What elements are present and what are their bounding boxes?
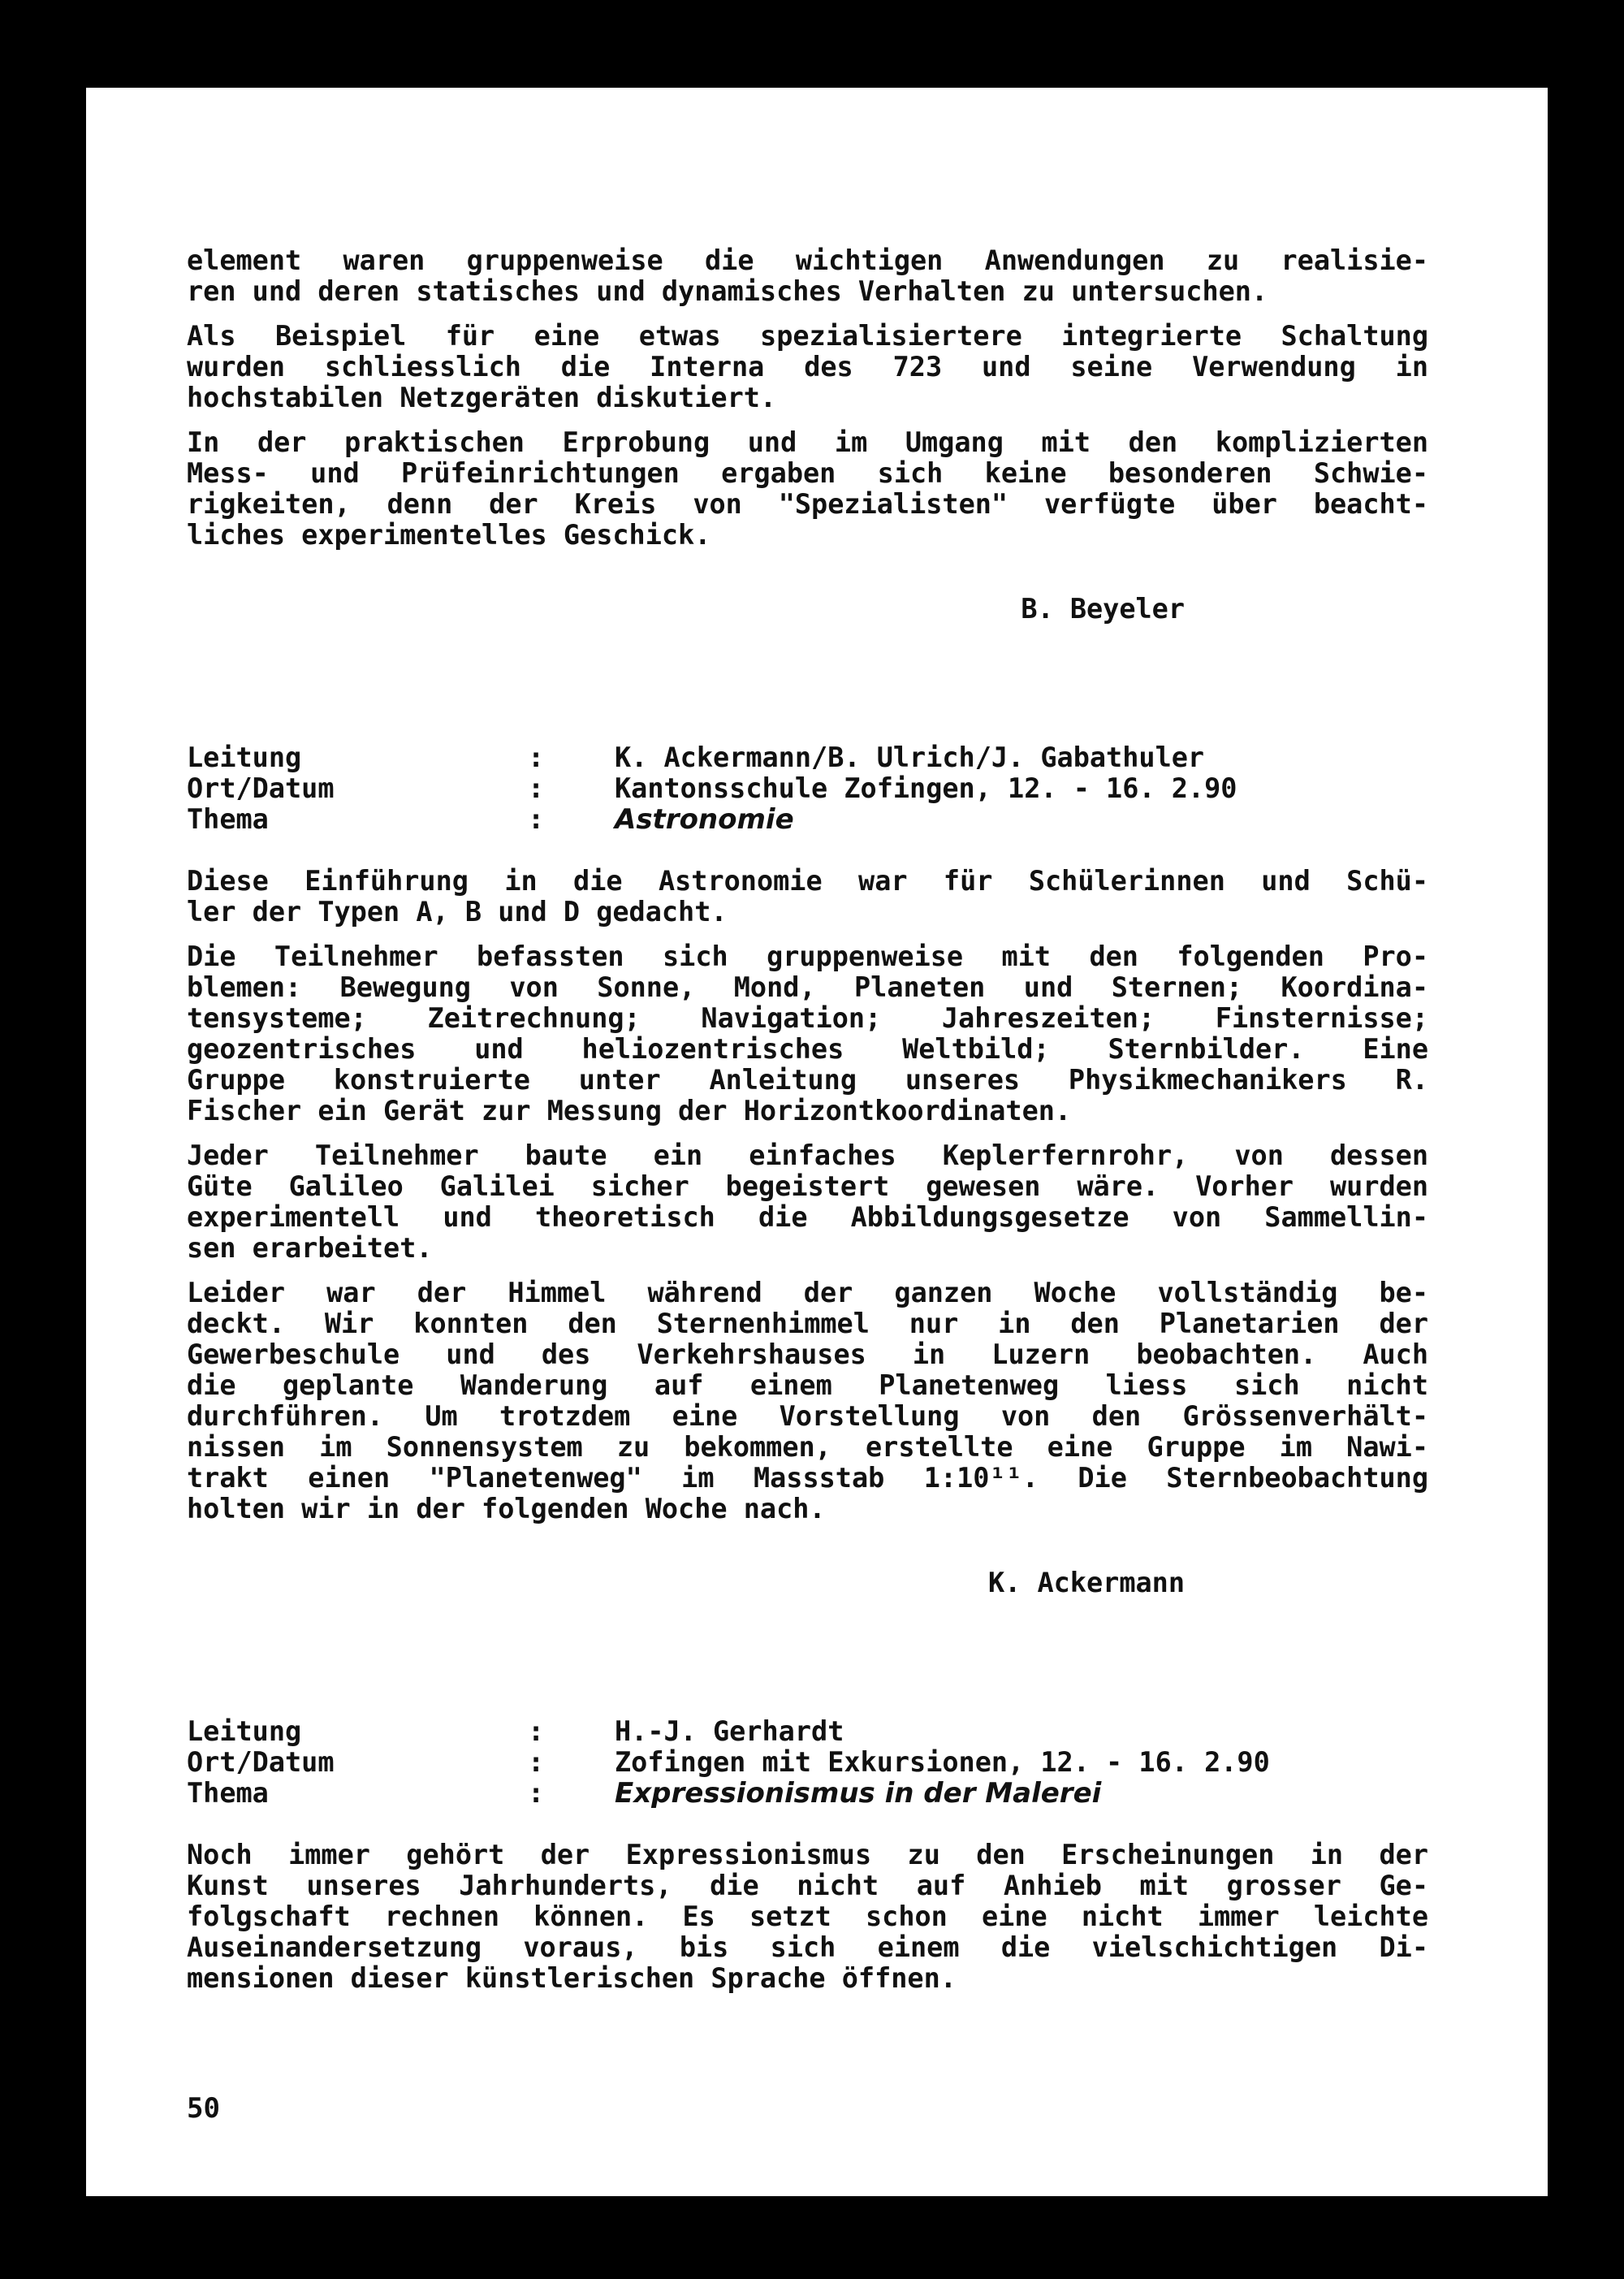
text-line: rigkeiten, denn der Kreis von "Spezialisten" verfügte über beacht- (187, 488, 1428, 520)
paragraph (187, 1840, 1428, 1994)
text-line: Mess- und Prüfeinrichtungen ergaben sich keine besonderen Schwie- (187, 457, 1428, 489)
page-content (187, 245, 1428, 2008)
section-astronomy (187, 742, 1428, 1598)
meta-value-topic: Expressionismus in der Malerei (615, 1777, 1102, 1810)
meta-row-leitung (187, 1716, 1428, 1747)
meta-key: Thema (187, 803, 269, 835)
text-line: Die Teilnehmer befassten sich gruppenweise mit den folgenden Pro- (187, 941, 1428, 972)
text-line: In der praktischen Erprobung und im Umgang mit den komplizierten (187, 426, 1428, 458)
text-line: blemen: Bewegung von Sonne, Mond, Planeten und Sternen; Koordina- (187, 971, 1428, 1003)
section-intro (187, 245, 1428, 625)
meta-row-leitung (187, 742, 1428, 773)
text-line: Jeder Teilnehmer baute ein einfaches Keplerfernrohr, von dessen (187, 1140, 1428, 1171)
meta-value: H.-J. Gerhardt (615, 1715, 844, 1747)
meta-colon: : (528, 772, 545, 804)
text-line: sen erarbeitet. (187, 1232, 433, 1264)
text-line: folgschaft rechnen können. Es setzt schon eine nicht immer leichte (187, 1901, 1428, 1932)
meta-row-ort-datum (187, 773, 1428, 804)
meta-colon: : (528, 1746, 545, 1778)
text-line: Kunst unseres Jahrhunderts, die nicht auf Anhieb mit grosser Ge- (187, 1870, 1428, 1901)
meta-row-thema (187, 1778, 1428, 1809)
meta-colon: : (528, 1777, 545, 1809)
text-line: experimentell und theoretisch die Abbildungsgesetze von Sammellin- (187, 1201, 1428, 1233)
text-line: mensionen dieser künstlerischen Sprache öffnen. (187, 1962, 957, 1994)
signature-ackermann: K. Ackermann (987, 1567, 1185, 1598)
paragraph (187, 941, 1428, 1127)
text-line: Als Beispiel für eine etwas spezialisiertere integrierte Schaltung (187, 320, 1428, 352)
meta-value-topic: Astronomie (615, 803, 794, 836)
text-line: Fischer ein Gerät zur Messung der Horizontkoordinaten. (187, 1095, 1072, 1127)
text-line: Güte Galileo Galilei sicher begeistert gewesen wäre. Vorher wurden (187, 1170, 1428, 1202)
text-line: deckt. Wir konnten den Sternenhimmel nur in den Planetarien der (187, 1308, 1428, 1339)
meta-key: Thema (187, 1777, 269, 1809)
section-art (187, 1716, 1428, 1994)
meta-key: Ort/Datum (187, 772, 335, 804)
text-line: geozentrisches und heliozentrisches Weltbild; Sternbilder. Eine (187, 1033, 1428, 1065)
text-line: liches experimentelles Geschick. (187, 519, 711, 551)
paragraph (187, 866, 1428, 928)
meta-colon: : (528, 742, 545, 773)
page-number: 50 (187, 2092, 220, 2125)
text-line: nissen im Sonnensystem zu bekommen, erstellte eine Gruppe im Nawi- (187, 1431, 1428, 1463)
meta-colon: : (528, 803, 545, 835)
meta-key: Leitung (187, 1715, 302, 1747)
text-line: holten wir in der folgenden Woche nach. (187, 1493, 826, 1524)
meta-row-ort-datum (187, 1747, 1428, 1778)
paragraph (187, 1140, 1428, 1264)
text-line: durchführen. Um trotzdem eine Vorstellung von den Grössenverhält- (187, 1400, 1428, 1432)
paragraph (187, 245, 1428, 307)
signature-beyeler: B. Beyeler (1021, 593, 1185, 625)
meta-value: Zofingen mit Exkursionen, 12. - 16. 2.90 (615, 1746, 1270, 1778)
text-line: tensysteme; Zeitrechnung; Navigation; Jahreszeiten; Finsternisse; (187, 1002, 1428, 1034)
text-line: Noch immer gehört der Expressionismus zu den Erscheinungen in der (187, 1839, 1428, 1870)
text-line: ren und deren statisches und dynamisches Verhalten zu untersuchen. (187, 275, 1268, 307)
paragraph (187, 321, 1428, 413)
meta-value: K. Ackermann/B. Ulrich/J. Gabathuler (615, 742, 1205, 773)
paragraph (187, 1278, 1428, 1524)
text-line: die geplante Wanderung auf einem Planetenweg liess sich nicht (187, 1369, 1428, 1401)
meta-key: Leitung (187, 742, 302, 773)
meta-row-thema (187, 804, 1428, 835)
text-line: Leider war der Himmel während der ganzen Woche vollständig be- (187, 1277, 1428, 1308)
text-line: hochstabilen Netzgeräten diskutiert. (187, 382, 777, 413)
course-meta (187, 742, 1428, 835)
meta-key: Ort/Datum (187, 1746, 335, 1778)
course-meta (187, 1716, 1428, 1809)
text-line: ler der Typen A, B und D gedacht. (187, 896, 728, 928)
text-line: Diese Einführung in die Astronomie war für Schülerinnen und Schü- (187, 865, 1428, 897)
text-line: element waren gruppenweise die wichtigen Anwendungen zu realisie- (187, 244, 1428, 276)
text-line: trakt einen "Planetenweg" im Massstab 1:10¹¹. Die Sternbeobachtung (187, 1462, 1428, 1494)
document-page (86, 88, 1548, 2196)
text-line: Gruppe konstruierte unter Anleitung unseres Physikmechanikers R. (187, 1064, 1428, 1096)
meta-colon: : (528, 1715, 545, 1747)
paragraph (187, 427, 1428, 551)
text-line: wurden schliesslich die Interna des 723 und seine Verwendung in (187, 351, 1428, 383)
text-line: Auseinandersetzung voraus, bis sich einem die vielschichtigen Di- (187, 1931, 1428, 1963)
meta-value: Kantonsschule Zofingen, 12. - 16. 2.90 (615, 772, 1237, 804)
text-line: Gewerbeschule und des Verkehrshauses in Luzern beobachten. Auch (187, 1338, 1428, 1370)
